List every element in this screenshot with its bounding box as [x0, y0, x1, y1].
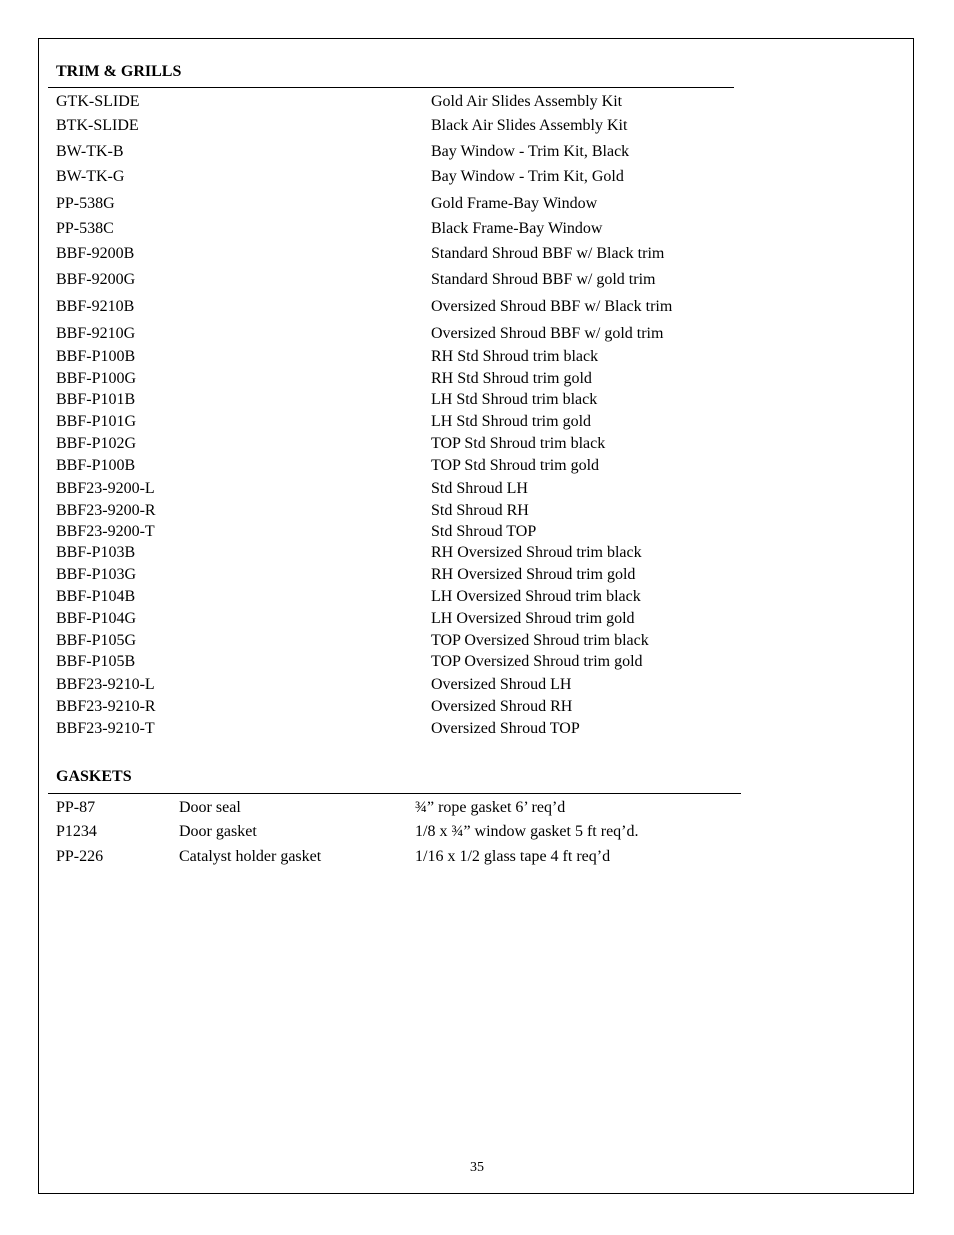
part-number: BBF-P105B — [56, 653, 136, 670]
part-description: Std Shroud LH — [431, 480, 528, 497]
part-number: BBF23-9200-L — [56, 480, 155, 497]
part-description: TOP Std Shroud trim black — [431, 435, 606, 452]
part-number: BBF23-9200-T — [56, 523, 155, 540]
part-description: RH Oversized Shroud trim black — [431, 544, 642, 561]
part-description: Standard Shroud BBF w/ Black trim — [431, 245, 665, 262]
part-number: BBF-P101B — [56, 391, 136, 408]
part-number: PP-87 — [56, 799, 96, 816]
part-description: Bay Window - Trim Kit, Black — [431, 143, 630, 160]
part-number: GTK-SLIDE — [56, 93, 140, 110]
part-description: TOP Oversized Shroud trim gold — [431, 653, 643, 670]
part-description: Black Frame-Bay Window — [431, 220, 603, 237]
part-description: Oversized Shroud BBF w/ gold trim — [431, 325, 664, 342]
part-number: P1234 — [56, 823, 97, 840]
part-number: PP-226 — [56, 848, 104, 865]
part-number: BBF-P104B — [56, 588, 136, 605]
part-description: Black Air Slides Assembly Kit — [431, 117, 628, 134]
part-description: Oversized Shroud LH — [431, 676, 572, 693]
part-spec: ¾” rope gasket 6’ req’d — [415, 799, 566, 816]
part-number: BBF-9200G — [56, 271, 136, 288]
part-spec: 1/16 x 1/2 glass tape 4 ft req’d — [415, 848, 611, 865]
part-number: BTK-SLIDE — [56, 117, 139, 134]
part-number: BBF-P100G — [56, 370, 137, 387]
part-number: BBF-P104G — [56, 610, 137, 627]
part-spec: 1/8 x ¾” window gasket 5 ft req’d. — [415, 823, 639, 840]
part-description: RH Std Shroud trim black — [431, 348, 599, 365]
part-description: Oversized Shroud BBF w/ Black trim — [431, 298, 673, 315]
part-number: BW-TK-G — [56, 168, 125, 185]
part-number: BBF-9210B — [56, 298, 135, 315]
part-number: BBF-9200B — [56, 245, 135, 262]
part-name: Door seal — [179, 799, 241, 816]
part-number: BBF23-9210-R — [56, 698, 156, 715]
part-number: BBF-P100B — [56, 457, 136, 474]
part-number: BBF-9210G — [56, 325, 136, 342]
part-number: PP-538G — [56, 195, 115, 212]
part-description: TOP Oversized Shroud trim black — [431, 632, 649, 649]
part-name: Door gasket — [179, 823, 257, 840]
trim-section-rule — [48, 87, 734, 88]
part-number: PP-538C — [56, 220, 114, 237]
part-number: BBF-P101G — [56, 413, 137, 430]
part-description: Std Shroud RH — [431, 502, 529, 519]
part-description: RH Std Shroud trim gold — [431, 370, 592, 387]
part-name: Catalyst holder gasket — [179, 848, 322, 865]
part-description: RH Oversized Shroud trim gold — [431, 566, 636, 583]
trim-section-heading: TRIM & GRILLS — [56, 63, 182, 80]
part-number: BBF23-9210-L — [56, 676, 155, 693]
part-number: BBF-P100B — [56, 348, 136, 365]
part-description: Bay Window - Trim Kit, Gold — [431, 168, 624, 185]
part-description: LH Std Shroud trim gold — [431, 413, 592, 430]
part-number: BBF-P105G — [56, 632, 137, 649]
part-number: BW-TK-B — [56, 143, 124, 160]
gaskets-section-heading: GASKETS — [56, 768, 132, 785]
part-number: BBF23-9200-R — [56, 502, 156, 519]
part-number: BBF-P103G — [56, 566, 137, 583]
page-number: 35 — [470, 1160, 484, 1175]
part-description: Gold Air Slides Assembly Kit — [431, 93, 623, 110]
part-description: Standard Shroud BBF w/ gold trim — [431, 271, 656, 288]
part-number: BBF-P103B — [56, 544, 136, 561]
part-description: Oversized Shroud TOP — [431, 720, 580, 737]
part-description: Std Shroud TOP — [431, 523, 537, 540]
part-description: LH Oversized Shroud trim gold — [431, 610, 635, 627]
part-description: LH Std Shroud trim black — [431, 391, 598, 408]
part-number: BBF23-9210-T — [56, 720, 155, 737]
part-description: TOP Std Shroud trim gold — [431, 457, 600, 474]
part-description: Gold Frame-Bay Window — [431, 195, 598, 212]
part-description: LH Oversized Shroud trim black — [431, 588, 641, 605]
part-number: BBF-P102G — [56, 435, 137, 452]
gaskets-section-rule — [48, 793, 741, 794]
part-description: Oversized Shroud RH — [431, 698, 573, 715]
